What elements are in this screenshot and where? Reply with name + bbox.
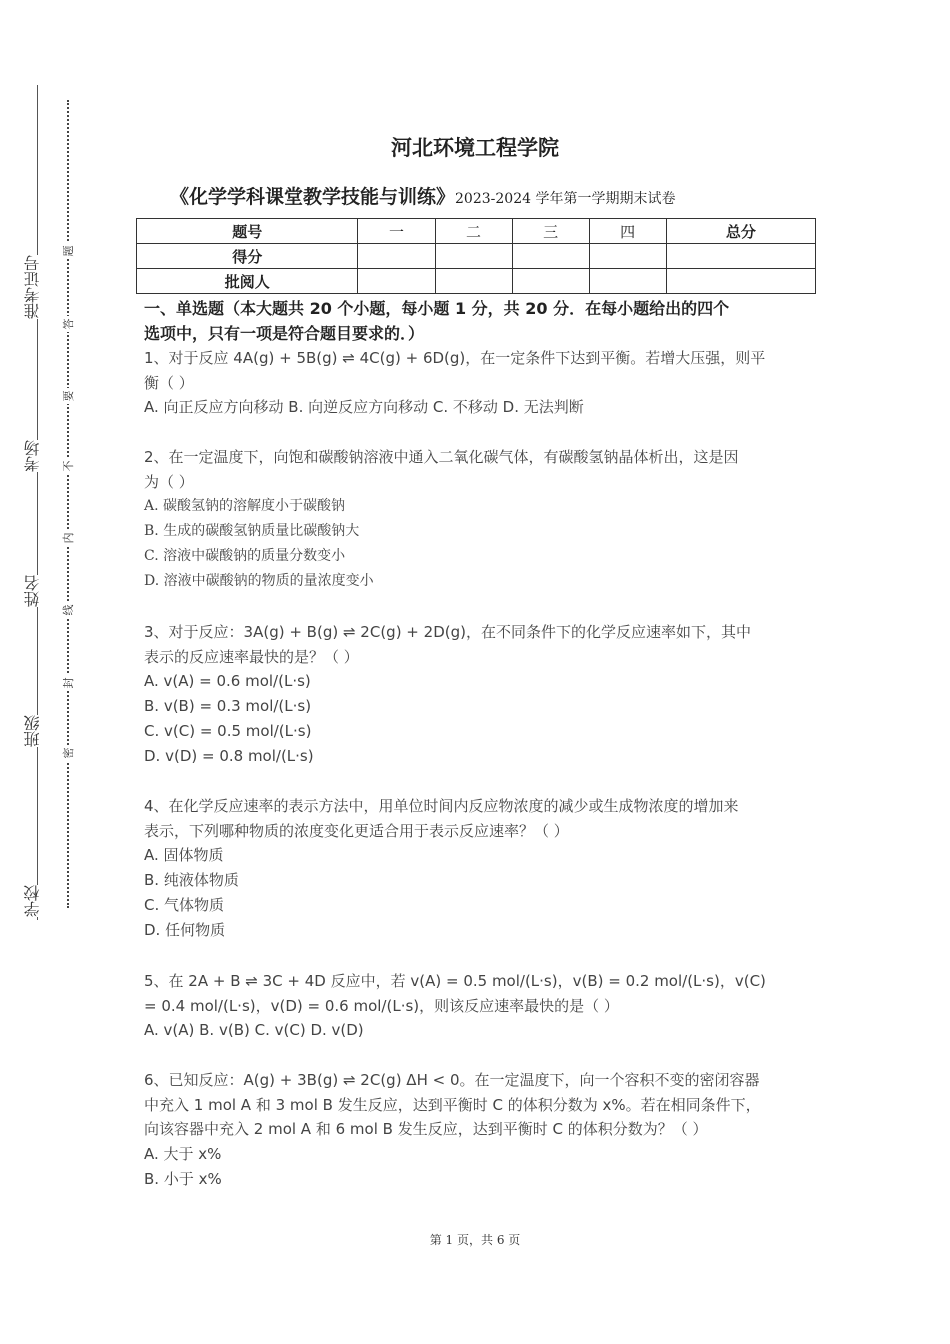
seal-char: 封 [60, 675, 76, 691]
margin-label-exam-number: 准考证号 [18, 255, 48, 319]
seal-char: 线 [60, 602, 76, 618]
school-title: 河北环境工程学院 [391, 136, 559, 160]
question-text: = 0.4 mol/(L·s)，v(D) = 0.6 mol/(L·s)，则该反应速率最快的是（ ） [144, 996, 619, 1015]
course-name: 《化学学科课堂教学技能与训练》 [170, 186, 456, 208]
row-label-score: 得分 [137, 244, 358, 269]
question-4 [144, 794, 816, 942]
option-d: D. 任何物质 [144, 920, 226, 939]
question-text: 为（ ） [144, 472, 194, 491]
question-options: A. 向正反应方向移动 B. 向逆反应方向移动 C. 不移动 D. 无法判断 [144, 398, 584, 417]
margin-label-name: 姓名 [18, 575, 48, 607]
row-label-reviewer: 批阅人 [137, 269, 358, 294]
section-heading-line: 选项中，只有一项是符合题目要求的．） [144, 324, 425, 343]
question-2 [144, 445, 816, 593]
question-1 [144, 346, 816, 420]
seal-char: 密 [60, 745, 76, 761]
seal-char: 内 [60, 530, 76, 546]
table-header-cell: 二 [435, 219, 512, 244]
table-header-cell: 总分 [666, 219, 815, 244]
score-table [136, 218, 816, 294]
table-cell [358, 269, 435, 294]
table-header-cell: 一 [358, 219, 435, 244]
page-number: 第 1 页，共 6 页 [429, 1233, 521, 1247]
question-text: 衡（ ） [144, 373, 194, 392]
question-text: 3、对于反应：3A(g) + B(g) ⇌ 2C(g) + 2D(g)，在不同条件下的化学反应速率如下，其中 [144, 623, 751, 641]
question-3 [144, 620, 816, 768]
section-heading [144, 296, 816, 346]
option-d: D. 溶液中碳酸钠的物质的量浓度变小 [144, 572, 374, 589]
table-cell [589, 244, 666, 269]
margin-label-class: 班级 [18, 715, 48, 747]
option-b: B. v(B) = 0.3 mol/(L·s) [144, 697, 312, 716]
table-cell [589, 269, 666, 294]
question-options: A. v(A) B. v(B) C. v(C) D. v(D) [144, 1021, 364, 1040]
seal-char: 答 [60, 316, 76, 332]
table-row [137, 244, 816, 269]
option-d: D. v(D) = 0.8 mol/(L·s) [144, 746, 314, 765]
question-text: 表示的反应速率最快的是？（ ） [144, 647, 359, 666]
seal-char: 不 [60, 458, 76, 474]
question-text: 2、在一定温度下，向饱和碳酸钠溶液中通入二氧化碳气体，有碳酸氢钠晶体析出，这是因 [144, 448, 739, 466]
margin-label-exam-room: 考场 [18, 440, 48, 472]
option-b: B. 生成的碳酸氢钠质量比碳酸钠大 [144, 523, 360, 540]
option-b: B. 小于 x% [144, 1169, 222, 1188]
question-text: 1、对于反应 4A(g) + 5B(g) ⇌ 4C(g) + 6D(g)，在一定条件下达到平衡。若增大压强，则平 [144, 349, 766, 367]
seal-char: 要 [60, 388, 76, 404]
question-text: 表示，下列哪种物质的浓度变化更适合用于表示反应速率？（ ） [144, 821, 569, 840]
exam-title [170, 182, 675, 209]
option-a: A. 大于 x% [144, 1145, 222, 1164]
question-text: 向该容器中充入 2 mol A 和 6 mol B 发生反应，达到平衡时 C 的体积分数为？（ ） [144, 1120, 708, 1139]
table-cell [435, 269, 512, 294]
margin-label-school: 学校 [18, 885, 48, 917]
option-a: A. 固体物质 [144, 846, 224, 865]
table-row [137, 269, 816, 294]
seal-char: 题 [60, 243, 76, 259]
table-row [137, 219, 816, 244]
term-info: 2023-2024 学年第一学期期末试卷 [455, 191, 676, 207]
table-cell [512, 244, 589, 269]
option-b: B. 纯液体物质 [144, 871, 239, 890]
seal-dotted-line [67, 100, 69, 908]
question-text: 4、在化学反应速率的表示方法中，用单位时间内反应物浓度的减少或生成物浓度的增加来 [144, 797, 739, 815]
section-heading-line: 一、单选题（本大题共 20 个小题，每小题 1 分，共 20 分．在每小题给出的四个 [144, 299, 730, 318]
question-5 [144, 969, 816, 1043]
question-text: 6、已知反应：A(g) + 3B(g) ⇌ 2C(g) ΔH < 0。在一定温度下，向一个容积不变的密闭容器 [144, 1071, 760, 1089]
option-c: C. v(C) = 0.5 mol/(L·s) [144, 721, 312, 740]
table-cell [512, 269, 589, 294]
table-cell [358, 244, 435, 269]
question-text: 中充入 1 mol A 和 3 mol B 发生反应，达到平衡时 C 的体积分数为 x%。若在相同条件下， [144, 1095, 761, 1114]
option-a: A. 碳酸氢钠的溶解度小于碳酸钠 [144, 498, 346, 515]
table-cell [666, 269, 815, 294]
question-6 [144, 1068, 816, 1192]
table-cell [666, 244, 815, 269]
option-c: C. 溶液中碳酸钠的质量分数变小 [144, 547, 346, 564]
binding-line [37, 85, 38, 920]
table-header-cell: 题号 [137, 219, 358, 244]
table-header-cell: 三 [512, 219, 589, 244]
question-text: 5、在 2A + B ⇌ 3C + 4D 反应中，若 v(A) = 0.5 mol/(L·s)，v(B) = 0.2 mol/(L·s)，v(C) [144, 972, 766, 990]
option-a: A. v(A) = 0.6 mol/(L·s) [144, 672, 311, 691]
option-c: C. 气体物质 [144, 895, 225, 914]
table-header-cell: 四 [589, 219, 666, 244]
table-cell [435, 244, 512, 269]
